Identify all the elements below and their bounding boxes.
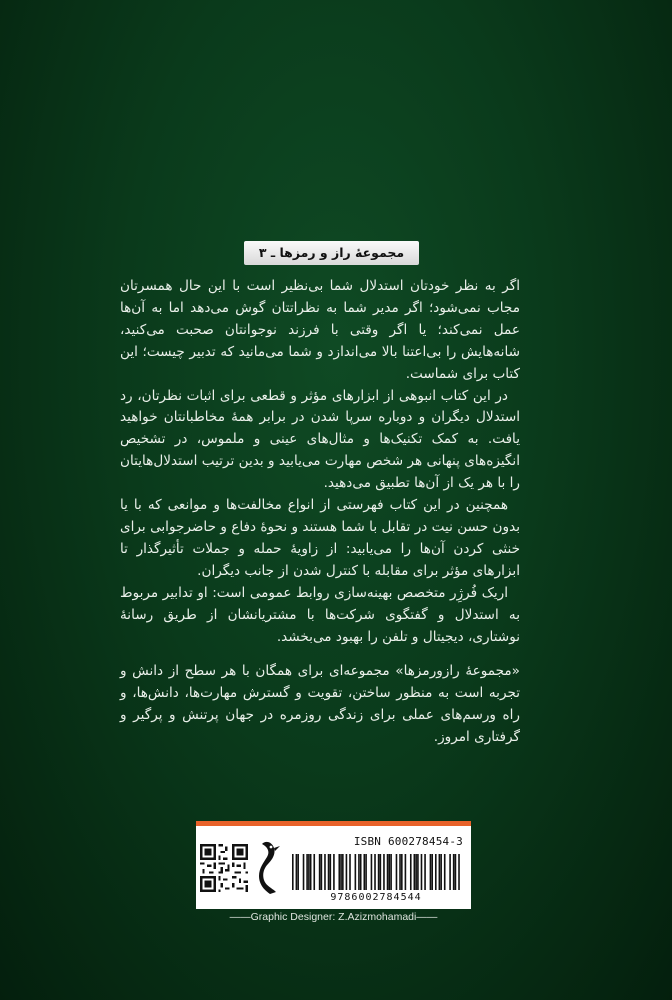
back-cover-blurb	[120, 276, 520, 749]
paragraph-objections: همچنین در این کتاب فهرستی از انواع مخالفت‌ها و موانعی که با یا بدون حسن نیت در تقابل با شما هستند و نحوهٔ دفاع و حاضرجوابی برای خنثی کردن آن‌ها را می‌یابید: از زاویهٔ حمله و جملات تأثیرگذار تا ابزارهای مؤثر برای مقابله با کنترل شدن از جانب دیگران.	[120, 497, 520, 579]
paragraph-tools: در این کتاب انبوهی از ابزارهای مؤثر و قطعی برای اثبات نظرتان، رد استدلال دیگران و دوباره سرپا شدن در برابر همهٔ مخاطبانتان خواهید یافت. به کمک تکنیک‌ها و مثال‌های عینی و ملموس، در تشخیص انگیزه‌های پنهانی هر شخص مهارت می‌یابید و بدین ترتیب استدلال‌هایتان را با هر یک از آن‌ها تطبیق می‌دهید.	[120, 387, 520, 492]
paragraph-author: اریک فُرژِر متخصص بهینه‌سازی روابط عمومی است: او تدابیر مربوط به استدلال و گفتگوی شرکت‌ها با مشتریانشان از طریق رسانهٔ نوشتاری، دیجیتال و تلفن را بهبود می‌بخشد.	[120, 584, 520, 645]
isbn-number: ISBN 600278454-3	[353, 835, 463, 848]
series-banner	[244, 241, 419, 265]
series-title: مجموعهٔ راز و رمزها ـ ۳	[258, 245, 405, 260]
designer-credit: ——Graphic Designer: Z.Azizmohamadi——	[229, 911, 438, 923]
publisher-bird-logo-icon	[256, 836, 282, 904]
paragraph-intro: اگر به نظر خودتان استدلال شما بی‌نظیر است با این حال همسرتان مجاب نمی‌شود؛ اگر مدیر شما به نظراتتان گوش می‌دهد اما به آن‌ها عمل نمی‌کند؛ یا اگر وقتی با فرزند نوجوانتان صحبت می‌کنید، شانه‌هایش را بی‌اعتنا بالا می‌اندازد و شما می‌مانید که تدبیر چیست؛ این کتاب برای شماست.	[120, 278, 520, 382]
barcode-number: 9786002784544	[330, 892, 422, 903]
barcode-icon	[292, 854, 460, 890]
isbn-card	[196, 821, 471, 909]
paragraph-series: «مجموعهٔ رازورمزها» مجموعه‌ای برای همگان با هر سطح از دانش و تجربه است به منظور ساختن، تقویت و گسترش مهارت‌ها، دانش‌ها، و راه ورسم‌های عملی برای زندگی روزمره در جهان پرتنش و پرگیر و گرفتاری امروز.	[120, 663, 520, 746]
qr-code-icon	[200, 832, 248, 904]
